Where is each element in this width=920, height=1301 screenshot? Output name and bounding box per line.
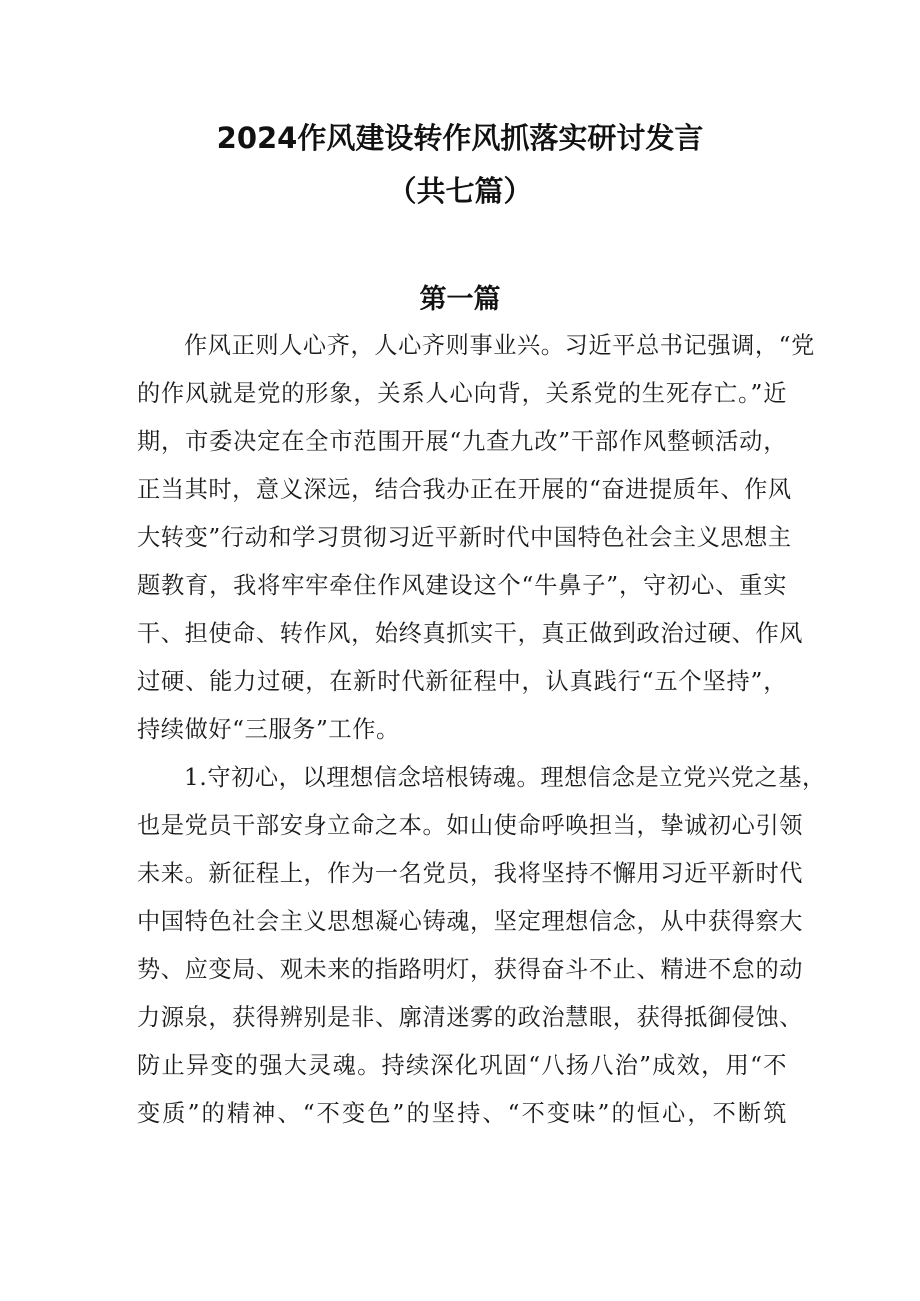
paragraph-line: 持续做好“三服务”工作。 xyxy=(137,716,400,743)
paragraph-line: 中国特色社会主义思想凝心铸魂，坚定理想信念，从中获得察大 xyxy=(137,908,804,935)
paragraph-line: 未来。新征程上，作为一名党员，我将坚持不懈用习近平新时代 xyxy=(137,860,804,887)
paragraph-line: 大转变”行动和学习贯彻习近平新时代中国特色社会主义思想主 xyxy=(137,524,792,551)
paragraph-line: 防止异变的强大灵魂。持续深化巩固“八扬八治”成效，用“不 xyxy=(137,1052,787,1079)
paragraph-section-1 xyxy=(137,754,826,1138)
paragraph-line: 期，市委决定在全市范围开展“九查九改”干部作风整顿活动， xyxy=(137,428,787,455)
paragraph-line: 变质”的精神、“不变色”的坚持、“不变味”的恒心，不断筑 xyxy=(137,1100,787,1127)
paragraph-line: 作风正则人心齐，人心齐则事业兴。习近平总书记强调，“党 xyxy=(184,332,815,359)
paragraph-line: 干、担使命、转作风，始终真抓实干，真正做到政治过硬、作风 xyxy=(137,620,804,647)
paragraph-line: 题教育，我将牢牢牵住作风建设这个“牛鼻子”，守初心、重实 xyxy=(137,572,787,599)
document-title: 2024作风建设转作风抓落实研讨发言 xyxy=(216,121,704,155)
paragraph-line: 正当其时，意义深远，结合我办正在开展的“奋进提质年、作风 xyxy=(137,476,792,503)
paragraph-line: 也是党员干部安身立命之本。如山使命呼唤担当，挚诚初心引领 xyxy=(137,812,804,839)
paragraph-line: 过硬、能力过硬，在新时代新征程中，认真践行“五个坚持”， xyxy=(137,668,787,695)
paragraph-line: 力源泉，获得辨别是非、廓清迷雾的政治慧眼，获得抵御侵蚀、 xyxy=(137,1004,804,1031)
document-subtitle: （共七篇） xyxy=(387,174,533,208)
chapter-heading: 第一篇 xyxy=(419,284,501,315)
paragraph-intro xyxy=(137,322,815,754)
paragraph-line: 1.守初心，以理想信念培根铸魂。理想信念是立党兴党之基， xyxy=(184,764,826,791)
paragraph-line: 的作风就是党的形象，关系人心向背，关系党的生死存亡。”近 xyxy=(137,380,787,407)
paragraph-line: 势、应变局、观未来的指路明灯，获得奋斗不止、精进不怠的动 xyxy=(137,956,804,983)
